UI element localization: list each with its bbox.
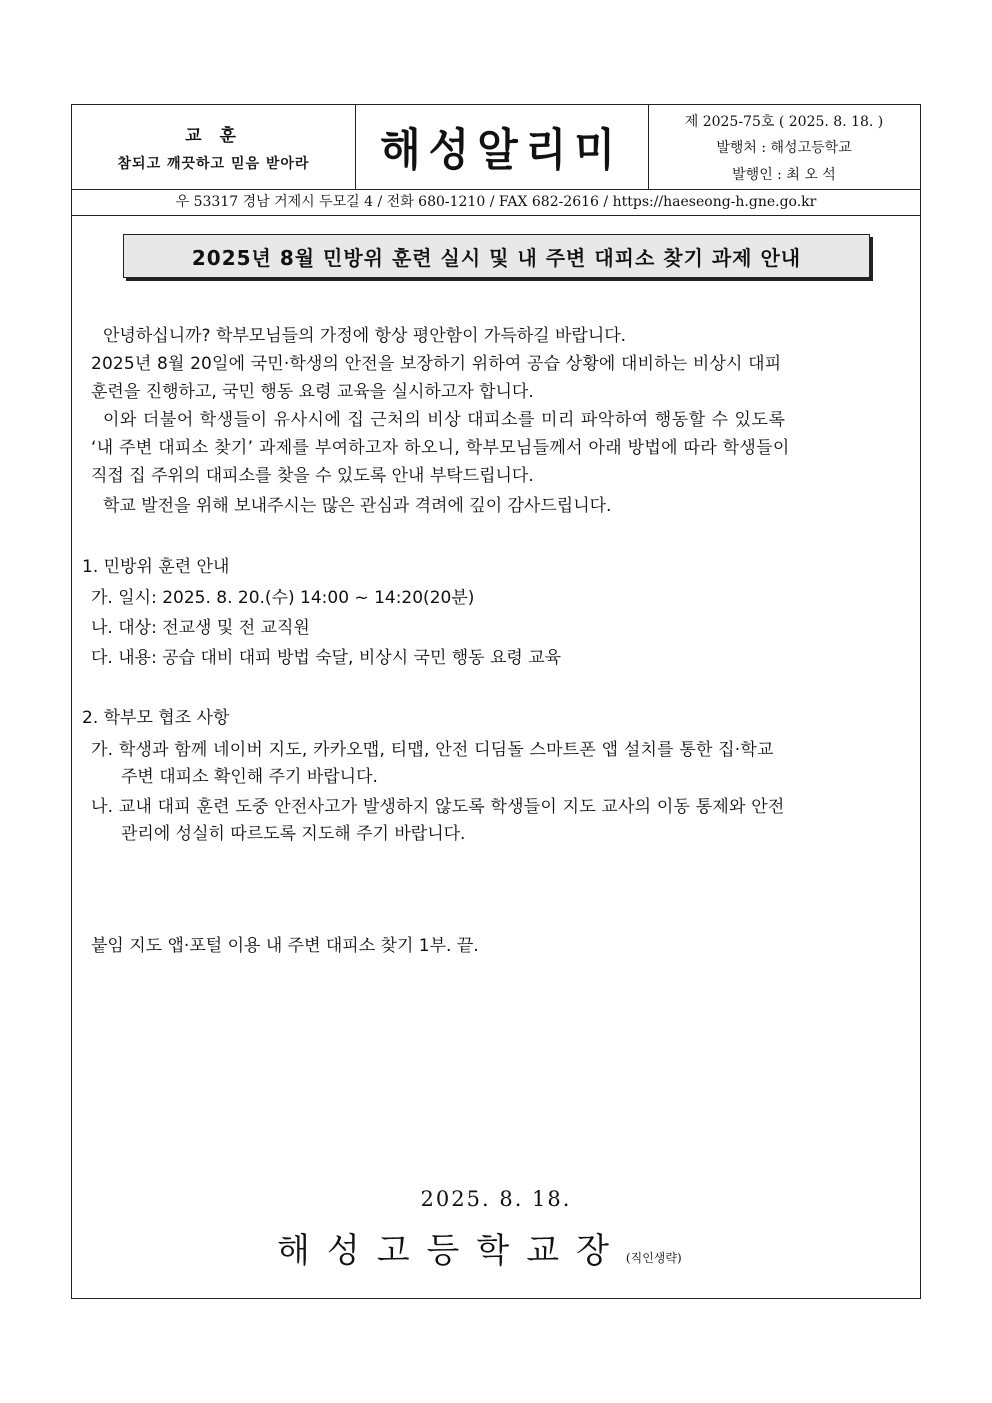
section-item-continued: 주변 대피소 확인해 주기 바랍니다. xyxy=(121,767,378,787)
intro-line: 2025년 8월 20일에 국민·학생의 안전을 보장하기 위하여 공습 상황에 대비하는 비상시 대피 xyxy=(91,354,782,374)
intro-line: 학교 발전을 위해 보내주시는 많은 관심과 격려에 깊이 감사드립니다. xyxy=(103,496,612,516)
section-item: 나. 교내 대피 훈련 도중 안전사고가 발생하지 않도록 학생들이 지도 교사의 이동 통제와 안전 xyxy=(91,797,785,817)
attachment-line: 붙임 지도 앱·포털 이용 내 주변 대피소 찾기 1부. 끝. xyxy=(91,936,479,956)
motto-text: 참되고 깨끗하고 믿음 받아라 xyxy=(117,156,310,172)
section-heading: 2. 학부모 협조 사항 xyxy=(82,708,230,728)
motto-title: 교 훈 xyxy=(185,126,242,146)
intro-line: 직접 집 주위의 대피소를 찾을 수 있도록 안내 부탁드립니다. xyxy=(91,466,534,486)
principal-signature xyxy=(277,1223,682,1272)
intro-line: 훈련을 진행하고, 국민 행동 요령 교육을 실시하고자 합니다. xyxy=(91,382,534,402)
issue-number: 제 2025-75호 ( 2025. 8. 18. ) xyxy=(684,114,884,130)
seal-omitted-note: (직인생략) xyxy=(625,1251,682,1265)
document-frame xyxy=(71,104,921,1299)
issue-date: 2025. 8. 18. xyxy=(420,1187,572,1211)
notice-title-box xyxy=(123,234,870,278)
school-motto xyxy=(72,105,356,189)
publisher: 발행처 : 해성고등학교 xyxy=(716,140,852,156)
section-item-continued: 관리에 성실히 따르도록 지도해 주기 바랍니다. xyxy=(121,824,466,844)
newsletter-title-box xyxy=(355,105,649,189)
contact-address-line: 우 53317 경남 거제시 두모길 4 / 전화 680-1210 / FAX 682-2616 / https://haeseong-h.gne.go.kr xyxy=(72,189,920,216)
section-item: 나. 대상: 전교생 및 전 교직원 xyxy=(91,618,310,638)
newsletter-header xyxy=(72,105,920,190)
notice-title: 2025년 8월 민방위 훈련 실시 및 내 주변 대피소 찾기 과제 안내 xyxy=(191,245,802,270)
section-item: 다. 내용: 공습 대비 대피 방법 숙달, 비상시 국민 행동 요령 교육 xyxy=(91,648,562,668)
issue-info xyxy=(648,105,920,189)
section-heading: 1. 민방위 훈련 안내 xyxy=(82,557,230,577)
signature-text: 해성고등학교장 xyxy=(277,1231,626,1271)
section-item: 가. 학생과 함께 네이버 지도, 카카오맵, 티맵, 안전 디딤돌 스마트폰 앱 설치를 통한 집·학교 xyxy=(91,740,774,760)
newsletter-title: 해성알리미 xyxy=(380,123,623,176)
section-item: 가. 일시: 2025. 8. 20.(수) 14:00 ~ 14:20(20분) xyxy=(91,588,475,608)
intro-line: 이와 더불어 학생들이 유사시에 집 근처의 비상 대피소를 미리 파악하여 행동할 수 있도록 xyxy=(103,410,786,430)
intro-line: ‘내 주변 대피소 찾기’ 과제를 부여하고자 하오니, 학부모님들께서 아래 방법에 따라 학생들이 xyxy=(91,438,790,458)
issuer: 발행인 : 최 오 석 xyxy=(732,167,836,183)
intro-line: 안녕하십니까? 학부모님들의 가정에 항상 평안함이 가득하길 바랍니다. xyxy=(103,326,627,346)
